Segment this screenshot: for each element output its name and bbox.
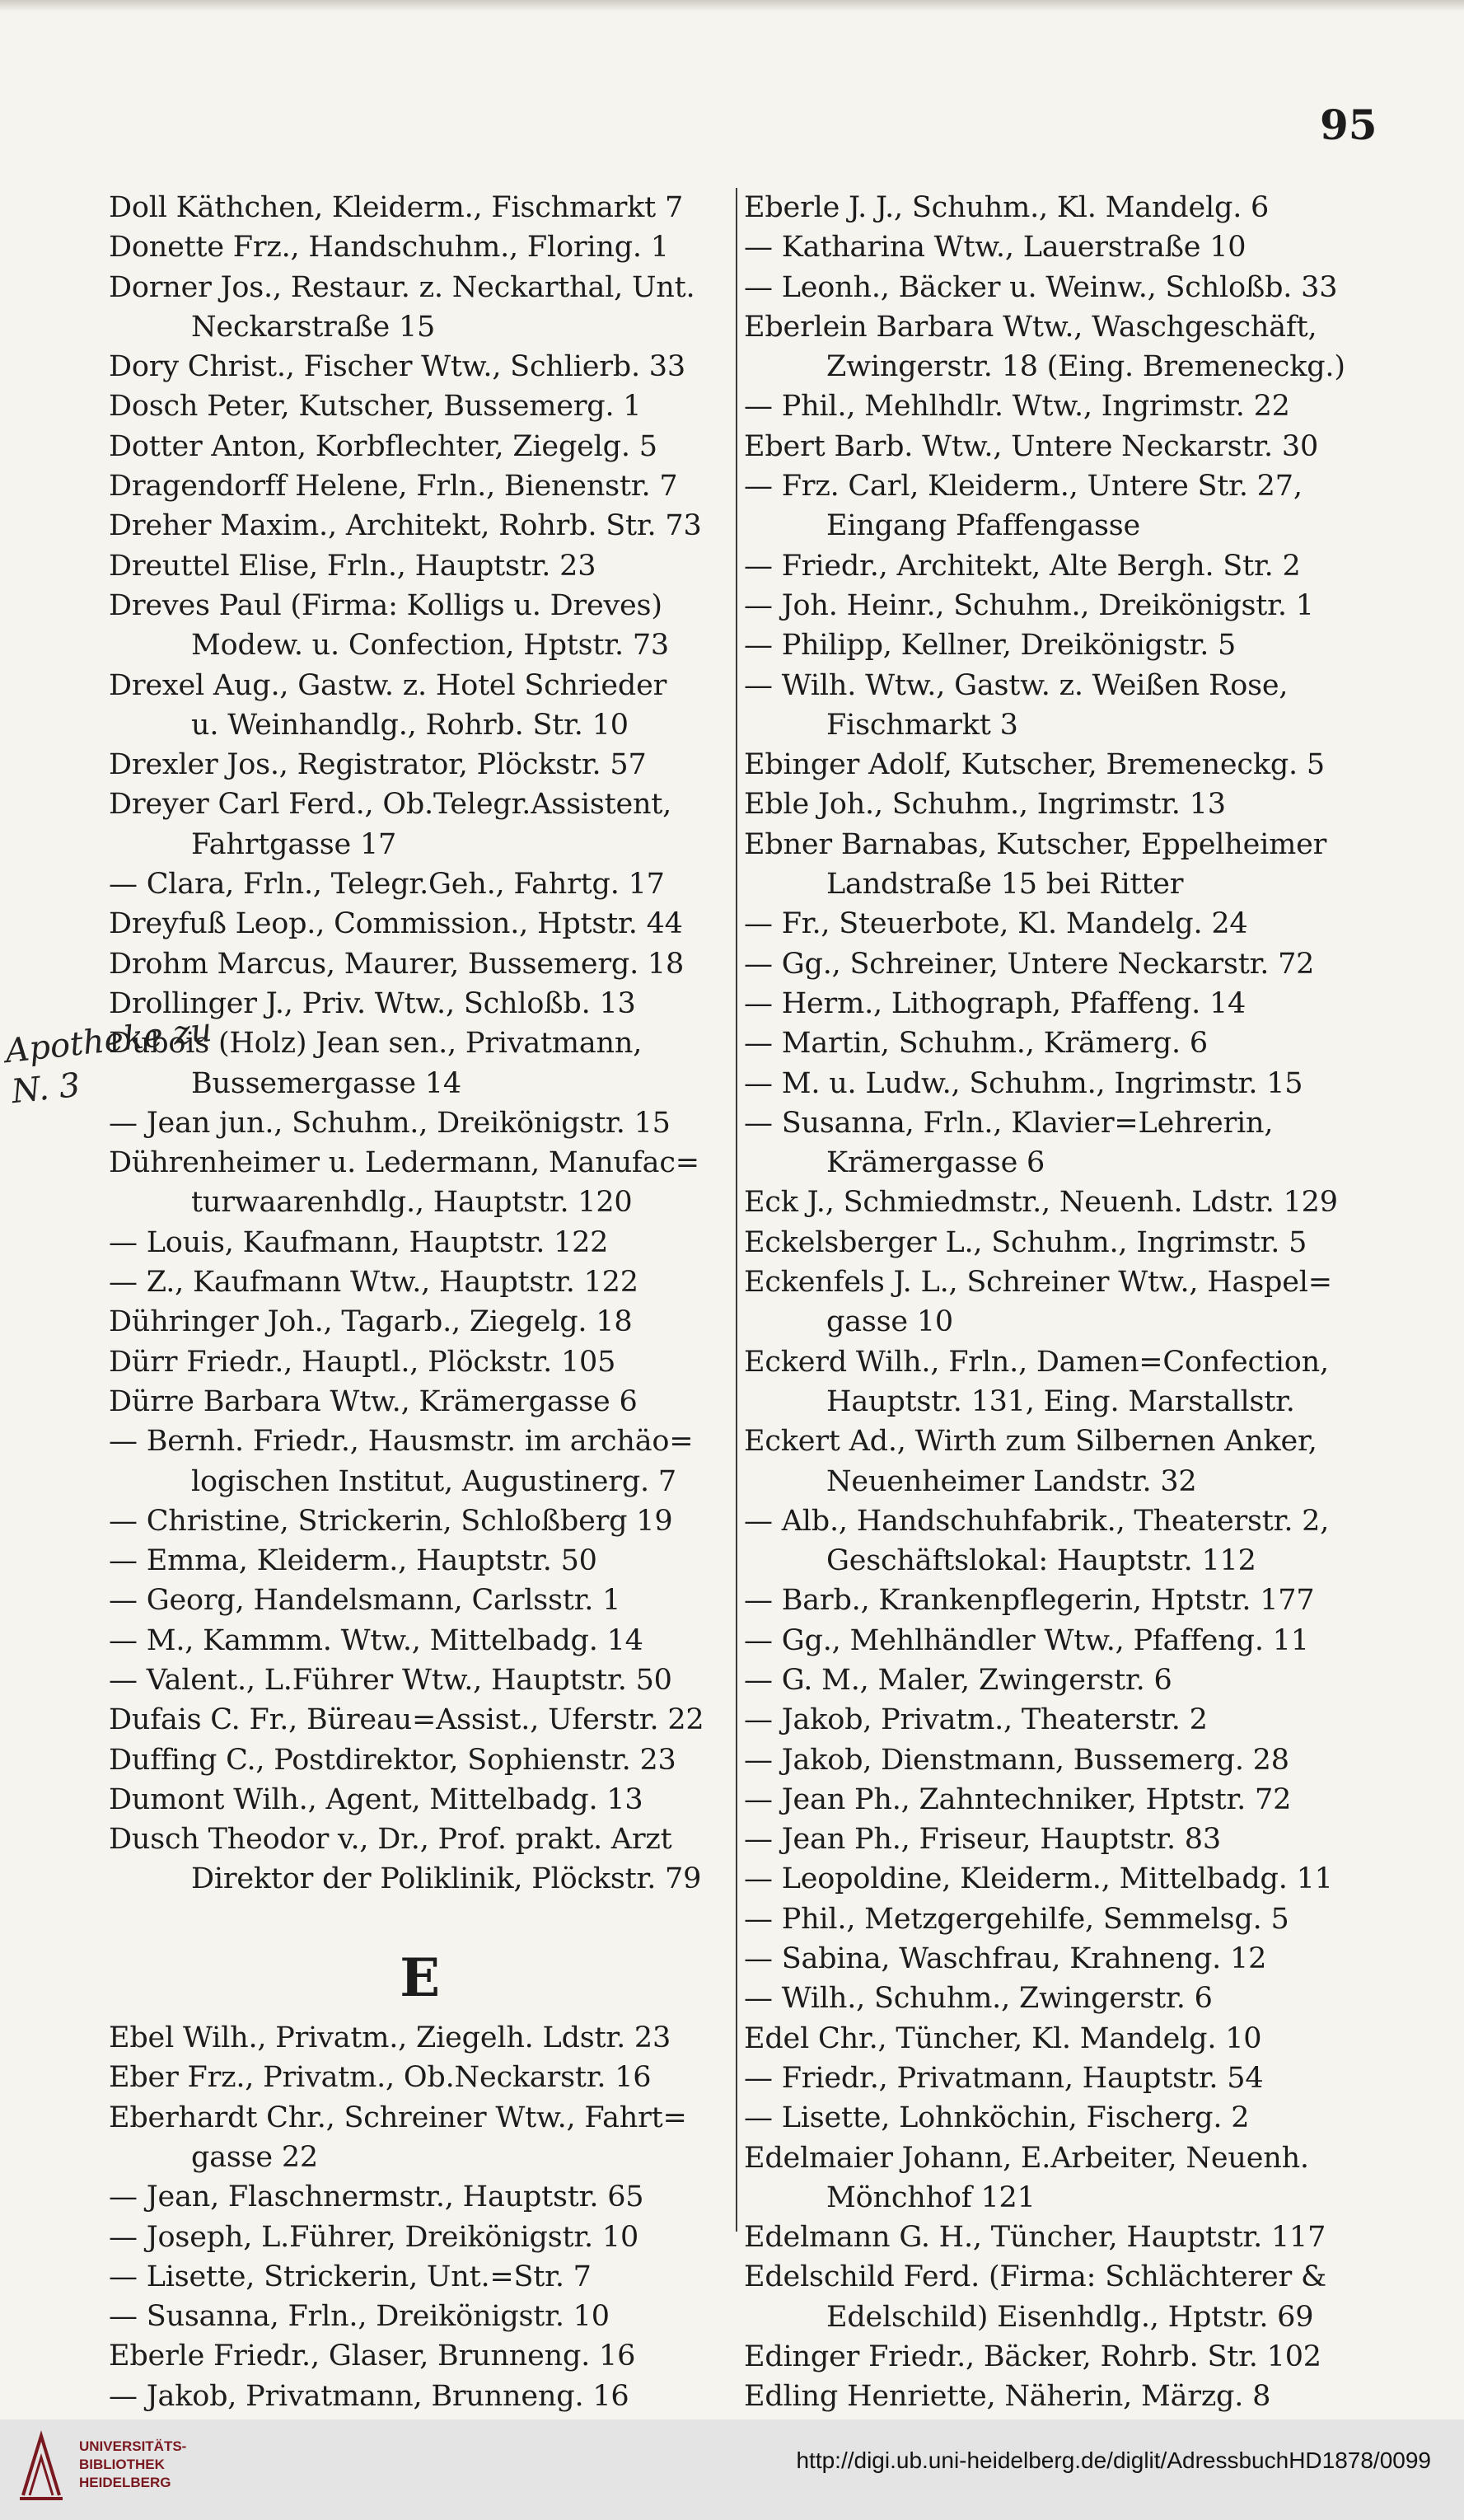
directory-entry: — Barb., Krankenpflegerin, Hptstr. 177	[744, 1584, 1315, 1618]
directory-entry: — Clara, Frln., Telegr.Geh., Fahrtg. 17	[109, 868, 665, 902]
directory-entry: Edling Henriette, Näherin, Märzg. 8	[744, 2380, 1271, 2414]
directory-entry-continuation: Fischmarkt 3	[826, 708, 1018, 742]
directory-entry: Dreyer Carl Ferd., Ob.Telegr.Assistent,	[109, 788, 672, 822]
directory-entry: — Jakob, Privatmann, Brunneng. 16	[109, 2379, 629, 2413]
directory-entry: Dreves Paul (Firma: Kolligs u. Dreves)	[109, 588, 662, 622]
library-name-line: UNIVERSITÄTS-	[79, 2438, 187, 2454]
directory-entry-continuation: Krämergasse 6	[826, 1146, 1045, 1180]
directory-entry: Dragendorff Helene, Frln., Bienenstr. 7	[109, 470, 678, 504]
directory-entry-continuation: Zwingerstr. 18 (Eing. Bremeneckg.)	[826, 350, 1345, 384]
directory-entry: — Jean, Flaschnermstr., Hauptstr. 65	[109, 2180, 644, 2214]
directory-entry: Eck J., Schmiedmstr., Neuenh. Ldstr. 129	[744, 1186, 1338, 1220]
directory-entry-continuation: Edelschild) Eisenhdlg., Hptstr. 69	[826, 2300, 1314, 2334]
directory-entry: Eble Joh., Schuhm., Ingrimstr. 13	[744, 788, 1226, 822]
directory-entry: Ebner Barnabas, Kutscher, Eppelheimer	[744, 827, 1327, 861]
directory-entry: — Bernh. Friedr., Hausmstr. im archäo=	[109, 1425, 694, 1459]
directory-entry-continuation: Fahrtgasse 17	[191, 827, 397, 861]
directory-entry: — Valent., L.Führer Wtw., Hauptstr. 50	[109, 1663, 672, 1697]
directory-entry: Dusch Theodor v., Dr., Prof. prakt. Arzt	[109, 1823, 672, 1857]
directory-entry-continuation: Geschäftslokal: Hauptstr. 112	[826, 1544, 1256, 1578]
directory-entry: — Z., Kaufmann Wtw., Hauptstr. 122	[109, 1266, 638, 1300]
directory-entry: Edelmaier Johann, E.Arbeiter, Neuenh.	[744, 2141, 1309, 2175]
directory-entry: Dumont Wilh., Agent, Mittelbadg. 13	[109, 1782, 643, 1816]
directory-entry-continuation: Neuenheimer Landstr. 32	[826, 1464, 1197, 1498]
scan-edge	[0, 0, 1464, 12]
directory-entry: — Susanna, Frln., Klavier=Lehrerin,	[744, 1106, 1274, 1140]
directory-entry-continuation: Mönchhof 121	[826, 2180, 1036, 2214]
directory-entry-continuation: gasse 22	[191, 2140, 318, 2174]
directory-entry: Eckerd Wilh., Frln., Damen=Confection,	[744, 1345, 1329, 1379]
directory-entry: Eckenfels J. L., Schreiner Wtw., Haspel=	[744, 1266, 1332, 1300]
directory-entry: Eberhardt Chr., Schreiner Wtw., Fahrt=	[109, 2101, 687, 2134]
handwritten-annotation: N. 3	[9, 1066, 82, 1112]
directory-entry: — Louis, Kaufmann, Hauptstr. 122	[109, 1225, 609, 1259]
directory-entry: — Christine, Strickerin, Schloßberg 19	[109, 1504, 673, 1538]
left-column	[109, 188, 731, 2416]
directory-entry-continuation: gasse 10	[826, 1305, 953, 1339]
directory-entry: Drexler Jos., Registrator, Plöckstr. 57	[109, 748, 647, 782]
directory-entry-continuation: Hauptstr. 131, Eing. Marstallstr.	[826, 1384, 1295, 1418]
library-name-line: BIBLIOTHEK	[79, 2457, 165, 2472]
directory-entry: Edinger Friedr., Bäcker, Rohrb. Str. 102	[744, 2340, 1321, 2374]
handwritten-annotation: Apotheke zu	[3, 1010, 214, 1071]
directory-entry: Doll Käthchen, Kleiderm., Fischmarkt 7	[109, 191, 684, 224]
directory-entry: — Friedr., Architekt, Alte Bergh. Str. 2	[744, 549, 1301, 583]
directory-entry: Dreher Maxim., Architekt, Rohrb. Str. 73	[109, 509, 702, 543]
directory-entry: — Wilh., Schuhm., Zwingerstr. 6	[744, 1982, 1213, 2016]
directory-entry: Dorner Jos., Restaur. z. Neckarthal, Unt.	[109, 270, 695, 304]
directory-entry-continuation: Direktor der Poliklinik, Plöckstr. 79	[191, 1862, 702, 1896]
directory-entry: Ebinger Adolf, Kutscher, Bremeneckg. 5	[744, 748, 1325, 782]
directory-entry: Dühringer Joh., Tagarb., Ziegelg. 18	[109, 1305, 633, 1339]
directory-entry: — Joseph, L.Führer, Dreikönigstr. 10	[109, 2220, 639, 2254]
directory-entry: Eberle J. J., Schuhm., Kl. Mandelg. 6	[744, 191, 1270, 224]
directory-entry-continuation: Modew. u. Confection, Hptstr. 73	[191, 629, 669, 663]
directory-entry: — Gg., Mehlhändler Wtw., Pfaffeng. 11	[744, 1623, 1309, 1657]
directory-entry-continuation: Neckarstraße 15	[191, 310, 436, 344]
directory-entry: Dreuttel Elise, Frln., Hauptstr. 23	[109, 549, 596, 583]
directory-entry: Dührenheimer u. Ledermann, Manufac=	[109, 1146, 699, 1180]
directory-entry-continuation: u. Weinhandlg., Rohrb. Str. 10	[191, 708, 629, 742]
column-divider	[736, 188, 737, 2232]
directory-entry: Eber Frz., Privatm., Ob.Neckarstr. 16	[109, 2061, 652, 2095]
directory-entry: Dürre Barbara Wtw., Krämergasse 6	[109, 1384, 638, 1418]
library-logo-icon	[16, 2429, 66, 2504]
directory-entry: — Fr., Steuerbote, Kl. Mandelg. 24	[744, 907, 1248, 941]
directory-entry: — Wilh. Wtw., Gastw. z. Weißen Rose,	[744, 668, 1289, 702]
directory-entry: Duffing C., Postdirektor, Sophienstr. 23	[109, 1743, 676, 1777]
right-column	[744, 188, 1370, 2417]
directory-entry: — Frz. Carl, Kleiderm., Untere Str. 27,	[744, 470, 1303, 504]
directory-entry: Dreyfuß Leop., Commission., Hptstr. 44	[109, 907, 683, 941]
directory-entry: — Georg, Handelsmann, Carlsstr. 1	[109, 1584, 621, 1618]
directory-entry: — Leonh., Bäcker u. Weinw., Schloßb. 33	[744, 270, 1338, 304]
directory-entry: — Joh. Heinr., Schuhm., Dreikönigstr. 1	[744, 588, 1314, 622]
directory-entry: Eckelsberger L., Schuhm., Ingrimstr. 5	[744, 1225, 1307, 1259]
directory-entry: — Jean Ph., Zahntechniker, Hptstr. 72	[744, 1782, 1292, 1816]
directory-entry: Eckert Ad., Wirth zum Silbernen Anker,	[744, 1425, 1317, 1459]
directory-entry: Dotter Anton, Korbflechter, Ziegelg. 5	[109, 429, 657, 463]
directory-entry: Eberle Friedr., Glaser, Brunneng. 16	[109, 2340, 636, 2373]
directory-entry-continuation: Eingang Pfaffengasse	[826, 509, 1141, 543]
directory-entry: Eberlein Barbara Wtw., Waschgeschäft,	[744, 310, 1317, 344]
directory-entry-continuation: Bussemergasse 14	[191, 1066, 461, 1100]
directory-entry-continuation: turwaarenhdlg., Hauptstr. 120	[191, 1186, 633, 1220]
directory-entry: — Lisette, Strickerin, Unt.=Str. 7	[109, 2260, 592, 2293]
directory-entry: — Jakob, Privatm., Theaterstr. 2	[744, 1703, 1208, 1737]
source-url-link[interactable]: http://digi.ub.uni-heidelberg.de/diglit/AdressbuchHD1878/0099	[796, 2447, 1431, 2473]
directory-entry: — Friedr., Privatmann, Hauptstr. 54	[744, 2061, 1264, 2095]
directory-entry-continuation: Landstraße 15 bei Ritter	[826, 868, 1184, 902]
directory-entry: — Katharina Wtw., Lauerstraße 10	[744, 231, 1247, 265]
directory-entry: — Jean Ph., Friseur, Hauptstr. 83	[744, 1823, 1221, 1857]
directory-entry: — Phil., Metzgergehilfe, Semmelsg. 5	[744, 1902, 1289, 1936]
directory-entry: Edel Chr., Tüncher, Kl. Mandelg. 10	[744, 2021, 1262, 2055]
directory-entry: Drohm Marcus, Maurer, Bussemerg. 18	[109, 947, 685, 981]
directory-entry: Drexel Aug., Gastw. z. Hotel Schrieder	[109, 668, 667, 702]
directory-entry: — Emma, Kleiderm., Hauptstr. 50	[109, 1544, 597, 1578]
directory-entry: Drollinger J., Priv. Wtw., Schloßb. 13	[109, 986, 636, 1020]
directory-entry: Edelschild Ferd. (Firma: Schlächterer &	[744, 2260, 1326, 2294]
directory-entry: Dory Christ., Fischer Wtw., Schlierb. 33	[109, 350, 685, 384]
directory-entry: — Philipp, Kellner, Dreikönigstr. 5	[744, 629, 1237, 663]
page-number: 95	[1320, 101, 1377, 149]
directory-entry: — Herm., Lithograph, Pfaffeng. 14	[744, 986, 1247, 1020]
section-heading: E	[400, 1947, 440, 2010]
directory-entry: — Martin, Schuhm., Krämerg. 6	[744, 1027, 1208, 1061]
directory-entry: — Phil., Mehlhdlr. Wtw., Ingrimstr. 22	[744, 390, 1290, 424]
directory-entry: — Alb., Handschuhfabrik., Theaterstr. 2,	[744, 1504, 1330, 1538]
directory-entry: Donette Frz., Handschuhm., Floring. 1	[109, 231, 669, 265]
directory-entry: Ebert Barb. Wtw., Untere Neckarstr. 30	[744, 429, 1319, 463]
directory-entry: — Lisette, Lohnköchin, Fischerg. 2	[744, 2101, 1250, 2135]
directory-entry: Dufais C. Fr., Büreau=Assist., Uferstr. 22	[109, 1703, 704, 1737]
directory-entry: — Sabina, Waschfrau, Krahneng. 12	[744, 1942, 1267, 1976]
spacer	[109, 1899, 731, 1939]
directory-entry: — Susanna, Frln., Dreikönigstr. 10	[109, 2300, 610, 2334]
directory-entry: — Jean jun., Schuhm., Dreikönigstr. 15	[109, 1106, 671, 1140]
directory-entry: — M., Kammm. Wtw., Mittelbadg. 14	[109, 1623, 643, 1657]
directory-entry: Dosch Peter, Kutscher, Bussemerg. 1	[109, 390, 642, 424]
directory-entry: — M. u. Ludw., Schuhm., Ingrimstr. 15	[744, 1066, 1303, 1100]
library-name	[79, 2438, 186, 2492]
directory-entry: Ebel Wilh., Privatm., Ziegelh. Ldstr. 23	[109, 2021, 671, 2055]
directory-entry: — Gg., Schreiner, Untere Neckarstr. 72	[744, 947, 1315, 981]
library-name-line: HEIDELBERG	[79, 2475, 171, 2490]
directory-entry: — Jakob, Dienstmann, Bussemerg. 28	[744, 1743, 1289, 1777]
directory-entry: Dürr Friedr., Hauptl., Plöckstr. 105	[109, 1345, 616, 1379]
directory-entry: Edelmann G. H., Tüncher, Hauptstr. 117	[744, 2221, 1326, 2255]
directory-entry: — Leopoldine, Kleiderm., Mittelbadg. 11	[744, 1862, 1333, 1896]
directory-entry-continuation: logischen Institut, Augustinerg. 7	[191, 1464, 676, 1498]
directory-entry: — G. M., Maler, Zwingerstr. 6	[744, 1663, 1172, 1697]
directory-entry: Dubois (Holz) Jean sen., Privatmann,	[109, 1027, 643, 1061]
